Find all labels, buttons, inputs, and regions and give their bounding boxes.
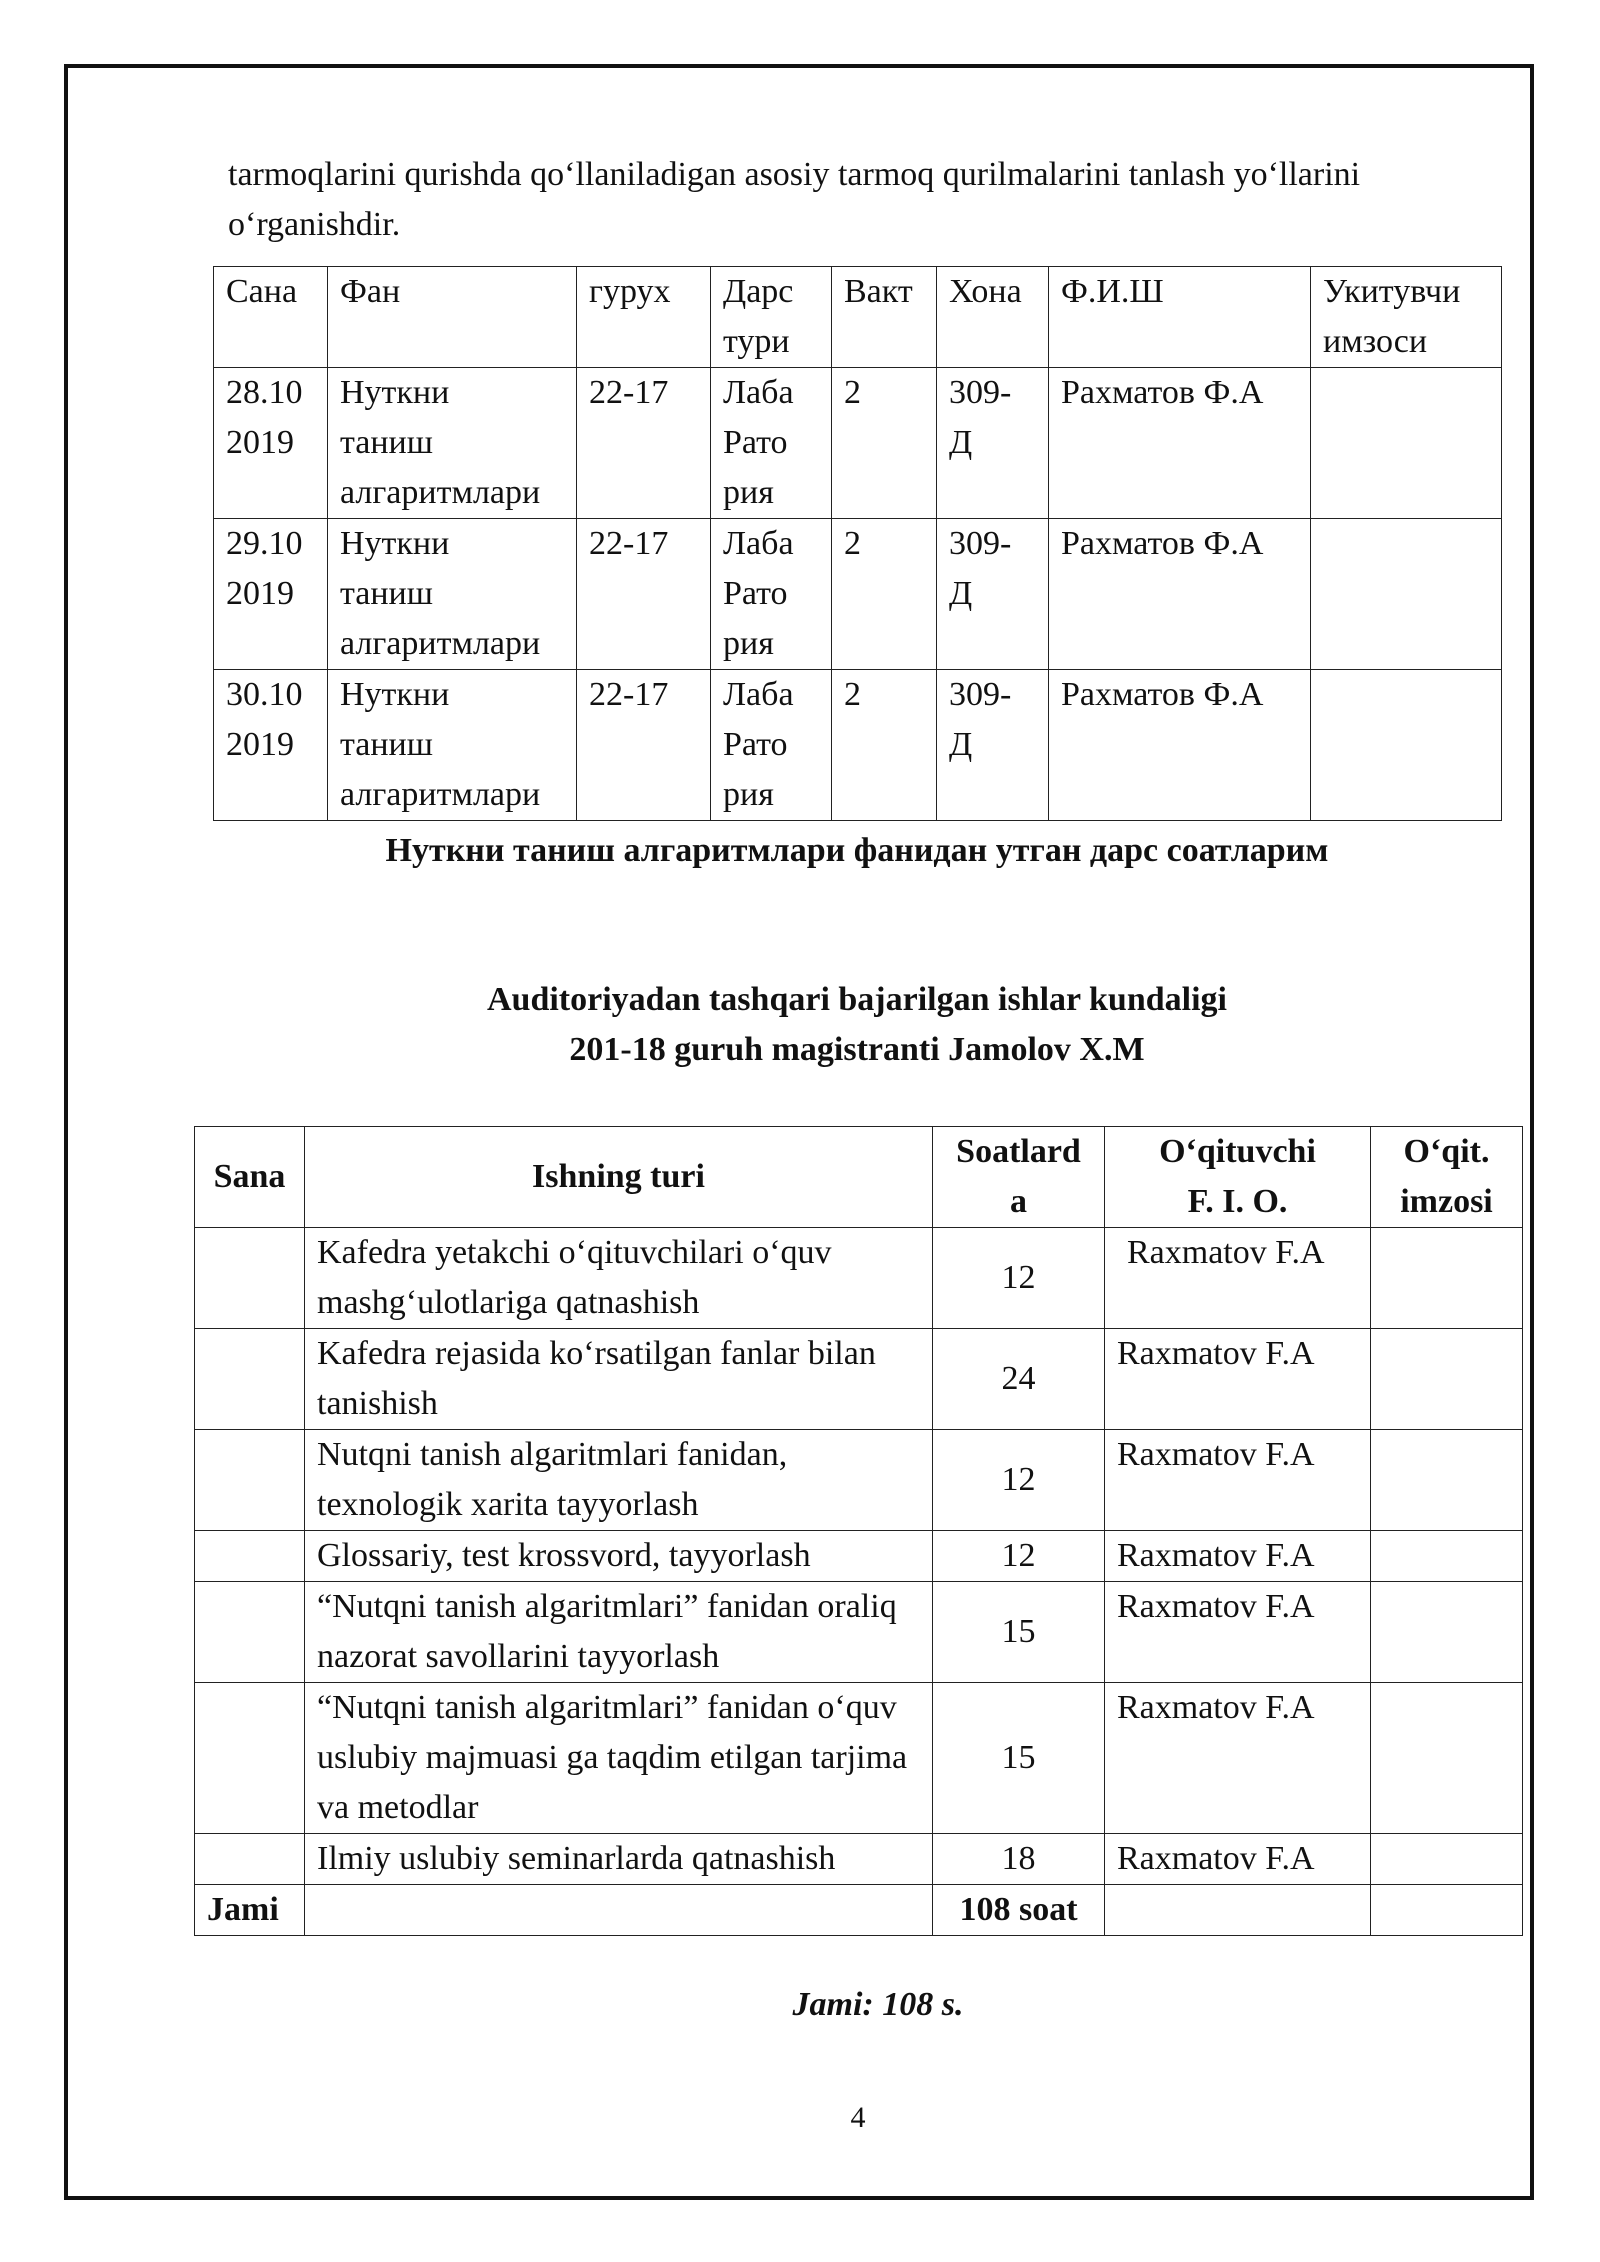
table-row xyxy=(195,1531,1523,1582)
diary-title xyxy=(213,975,1501,1075)
table-row xyxy=(195,1834,1523,1885)
cell-group: 22-17 xyxy=(577,670,711,821)
table-row xyxy=(195,1228,1523,1329)
cell-name: Рахматов Ф.А xyxy=(1049,670,1311,821)
table-row xyxy=(214,670,1502,821)
table-row xyxy=(195,1329,1523,1430)
cell-work-type: Kafedra rejasida ko‘rsatilgan fanlar bilan tanishish xyxy=(305,1329,933,1430)
header-cell-signature: O‘qit. imzosi xyxy=(1371,1127,1523,1228)
cell-date xyxy=(195,1683,305,1834)
cell-date xyxy=(195,1329,305,1430)
cell-date xyxy=(195,1531,305,1582)
cell-signature xyxy=(1371,1329,1523,1430)
table-header-row xyxy=(214,267,1502,368)
cell-signature xyxy=(1371,1582,1523,1683)
cell-signature xyxy=(1371,1834,1523,1885)
cell-hours: 15 xyxy=(933,1683,1105,1834)
cell-signature xyxy=(1371,1430,1523,1531)
cell-hours: 15 xyxy=(933,1582,1105,1683)
cell-date: 30.10 2019 xyxy=(214,670,328,821)
total-empty-cell xyxy=(1105,1885,1371,1936)
cell-subject: Нуткни таниш алгаритмлари xyxy=(328,519,577,670)
cell-name: Рахматов Ф.А xyxy=(1049,368,1311,519)
cell-teacher: Raxmatov F.A xyxy=(1105,1430,1371,1531)
cell-hours: 12 xyxy=(933,1430,1105,1531)
table-row xyxy=(214,368,1502,519)
cell-signature xyxy=(1311,368,1502,519)
cell-date xyxy=(195,1834,305,1885)
cell-hours: 12 xyxy=(933,1531,1105,1582)
work-diary-table xyxy=(194,1126,1523,1936)
header-cell-name: Ф.И.Ш xyxy=(1049,267,1311,368)
header-cell-room: Хона xyxy=(937,267,1049,368)
header-cell-signature: Укитувчи имзоси xyxy=(1311,267,1502,368)
total-hours: 108 soat xyxy=(933,1885,1105,1936)
header-cell-subject: Фан xyxy=(328,267,577,368)
cell-lesson-type: Лаба Рато рия xyxy=(711,519,832,670)
diary-title-line-2: 201-18 guruh magistranti Jamolov X.M xyxy=(569,1031,1145,1068)
cell-teacher: Raxmatov F.A xyxy=(1105,1228,1371,1329)
cell-subject: Нуткни таниш алгаритмлари xyxy=(328,368,577,519)
cell-group: 22-17 xyxy=(577,519,711,670)
cell-signature xyxy=(1311,519,1502,670)
header-cell-hours: Soatlard a xyxy=(933,1127,1105,1228)
total-row xyxy=(195,1885,1523,1936)
header-cell-lesson-type: Дарс тури xyxy=(711,267,832,368)
schedule-caption: Нуткни таниш алгаритмлари фанидан утган дарс соатларим xyxy=(385,832,1329,869)
cell-name: Рахматов Ф.А xyxy=(1049,519,1311,670)
cell-signature xyxy=(1371,1531,1523,1582)
cell-teacher: Raxmatov F.A xyxy=(1105,1582,1371,1683)
table-row xyxy=(195,1430,1523,1531)
cell-date xyxy=(195,1430,305,1531)
intro-paragraph: tarmoqlarini qurishda qo‘llaniladigan asosiy tarmoq qurilmalarini tanlash yo‘llarini o‘rganishdir. xyxy=(228,156,1361,243)
header-cell-teacher: O‘qituvchi F. I. O. xyxy=(1105,1127,1371,1228)
total-empty-cell xyxy=(1371,1885,1523,1936)
cell-room: 309- Д xyxy=(937,519,1049,670)
cell-room: 309- Д xyxy=(937,368,1049,519)
header-cell-group: гурух xyxy=(577,267,711,368)
cell-work-type: “Nutqni tanish algaritmlari” fanidan o‘quv uslubiy majmuasi ga taqdim etilgan tarjima va metodlar xyxy=(305,1683,933,1834)
header-cell-date: Sana xyxy=(195,1127,305,1228)
total-empty-cell xyxy=(305,1885,933,1936)
cell-work-type: Ilmiy uslubiy seminarlarda qatnashish xyxy=(305,1834,933,1885)
diary-title-line-1: Auditoriyadan tashqari bajarilgan ishlar kundaligi xyxy=(486,981,1227,1018)
cell-hours: 24 xyxy=(933,1329,1105,1430)
page-number: 4 xyxy=(850,2101,866,2134)
header-cell-work-type: Ishning turi xyxy=(305,1127,933,1228)
lesson-schedule-table xyxy=(213,266,1502,821)
table-header-row xyxy=(195,1127,1523,1228)
cell-date: 29.10 2019 xyxy=(214,519,328,670)
cell-signature xyxy=(1371,1683,1523,1834)
cell-signature xyxy=(1371,1228,1523,1329)
cell-work-type: “Nutqni tanish algaritmlari” fanidan oraliq nazorat savollarini tayyorlash xyxy=(305,1582,933,1683)
cell-lesson-type: Лаба Рато рия xyxy=(711,670,832,821)
cell-work-type: Nutqni tanish algaritmlari fanidan, texnologik xarita tayyorlash xyxy=(305,1430,933,1531)
cell-hours: 12 xyxy=(933,1228,1105,1329)
cell-date: 28.10 2019 xyxy=(214,368,328,519)
cell-teacher: Raxmatov F.A xyxy=(1105,1329,1371,1430)
total-label: Jami xyxy=(195,1885,305,1936)
header-cell-time: Вакт xyxy=(832,267,937,368)
cell-signature xyxy=(1311,670,1502,821)
cell-time: 2 xyxy=(832,519,937,670)
cell-teacher: Raxmatov F.A xyxy=(1105,1683,1371,1834)
cell-work-type: Kafedra yetakchi o‘qituvchilari o‘quv mashg‘ulotlariga qatnashish xyxy=(305,1228,933,1329)
grand-total: Jami: 108 s. xyxy=(792,1986,964,2023)
cell-date xyxy=(195,1582,305,1683)
cell-time: 2 xyxy=(832,368,937,519)
table-row xyxy=(195,1683,1523,1834)
header-cell-date: Сана xyxy=(214,267,328,368)
cell-room: 309- Д xyxy=(937,670,1049,821)
cell-time: 2 xyxy=(832,670,937,821)
cell-hours: 18 xyxy=(933,1834,1105,1885)
table-row xyxy=(195,1582,1523,1683)
cell-teacher: Raxmatov F.A xyxy=(1105,1834,1371,1885)
cell-date xyxy=(195,1228,305,1329)
cell-subject: Нуткни таниш алгаритмлари xyxy=(328,670,577,821)
table-row xyxy=(214,519,1502,670)
cell-group: 22-17 xyxy=(577,368,711,519)
cell-teacher: Raxmatov F.A xyxy=(1105,1531,1371,1582)
cell-lesson-type: Лаба Рато рия xyxy=(711,368,832,519)
cell-work-type: Glossariy, test krossvord, tayyorlash xyxy=(305,1531,933,1582)
